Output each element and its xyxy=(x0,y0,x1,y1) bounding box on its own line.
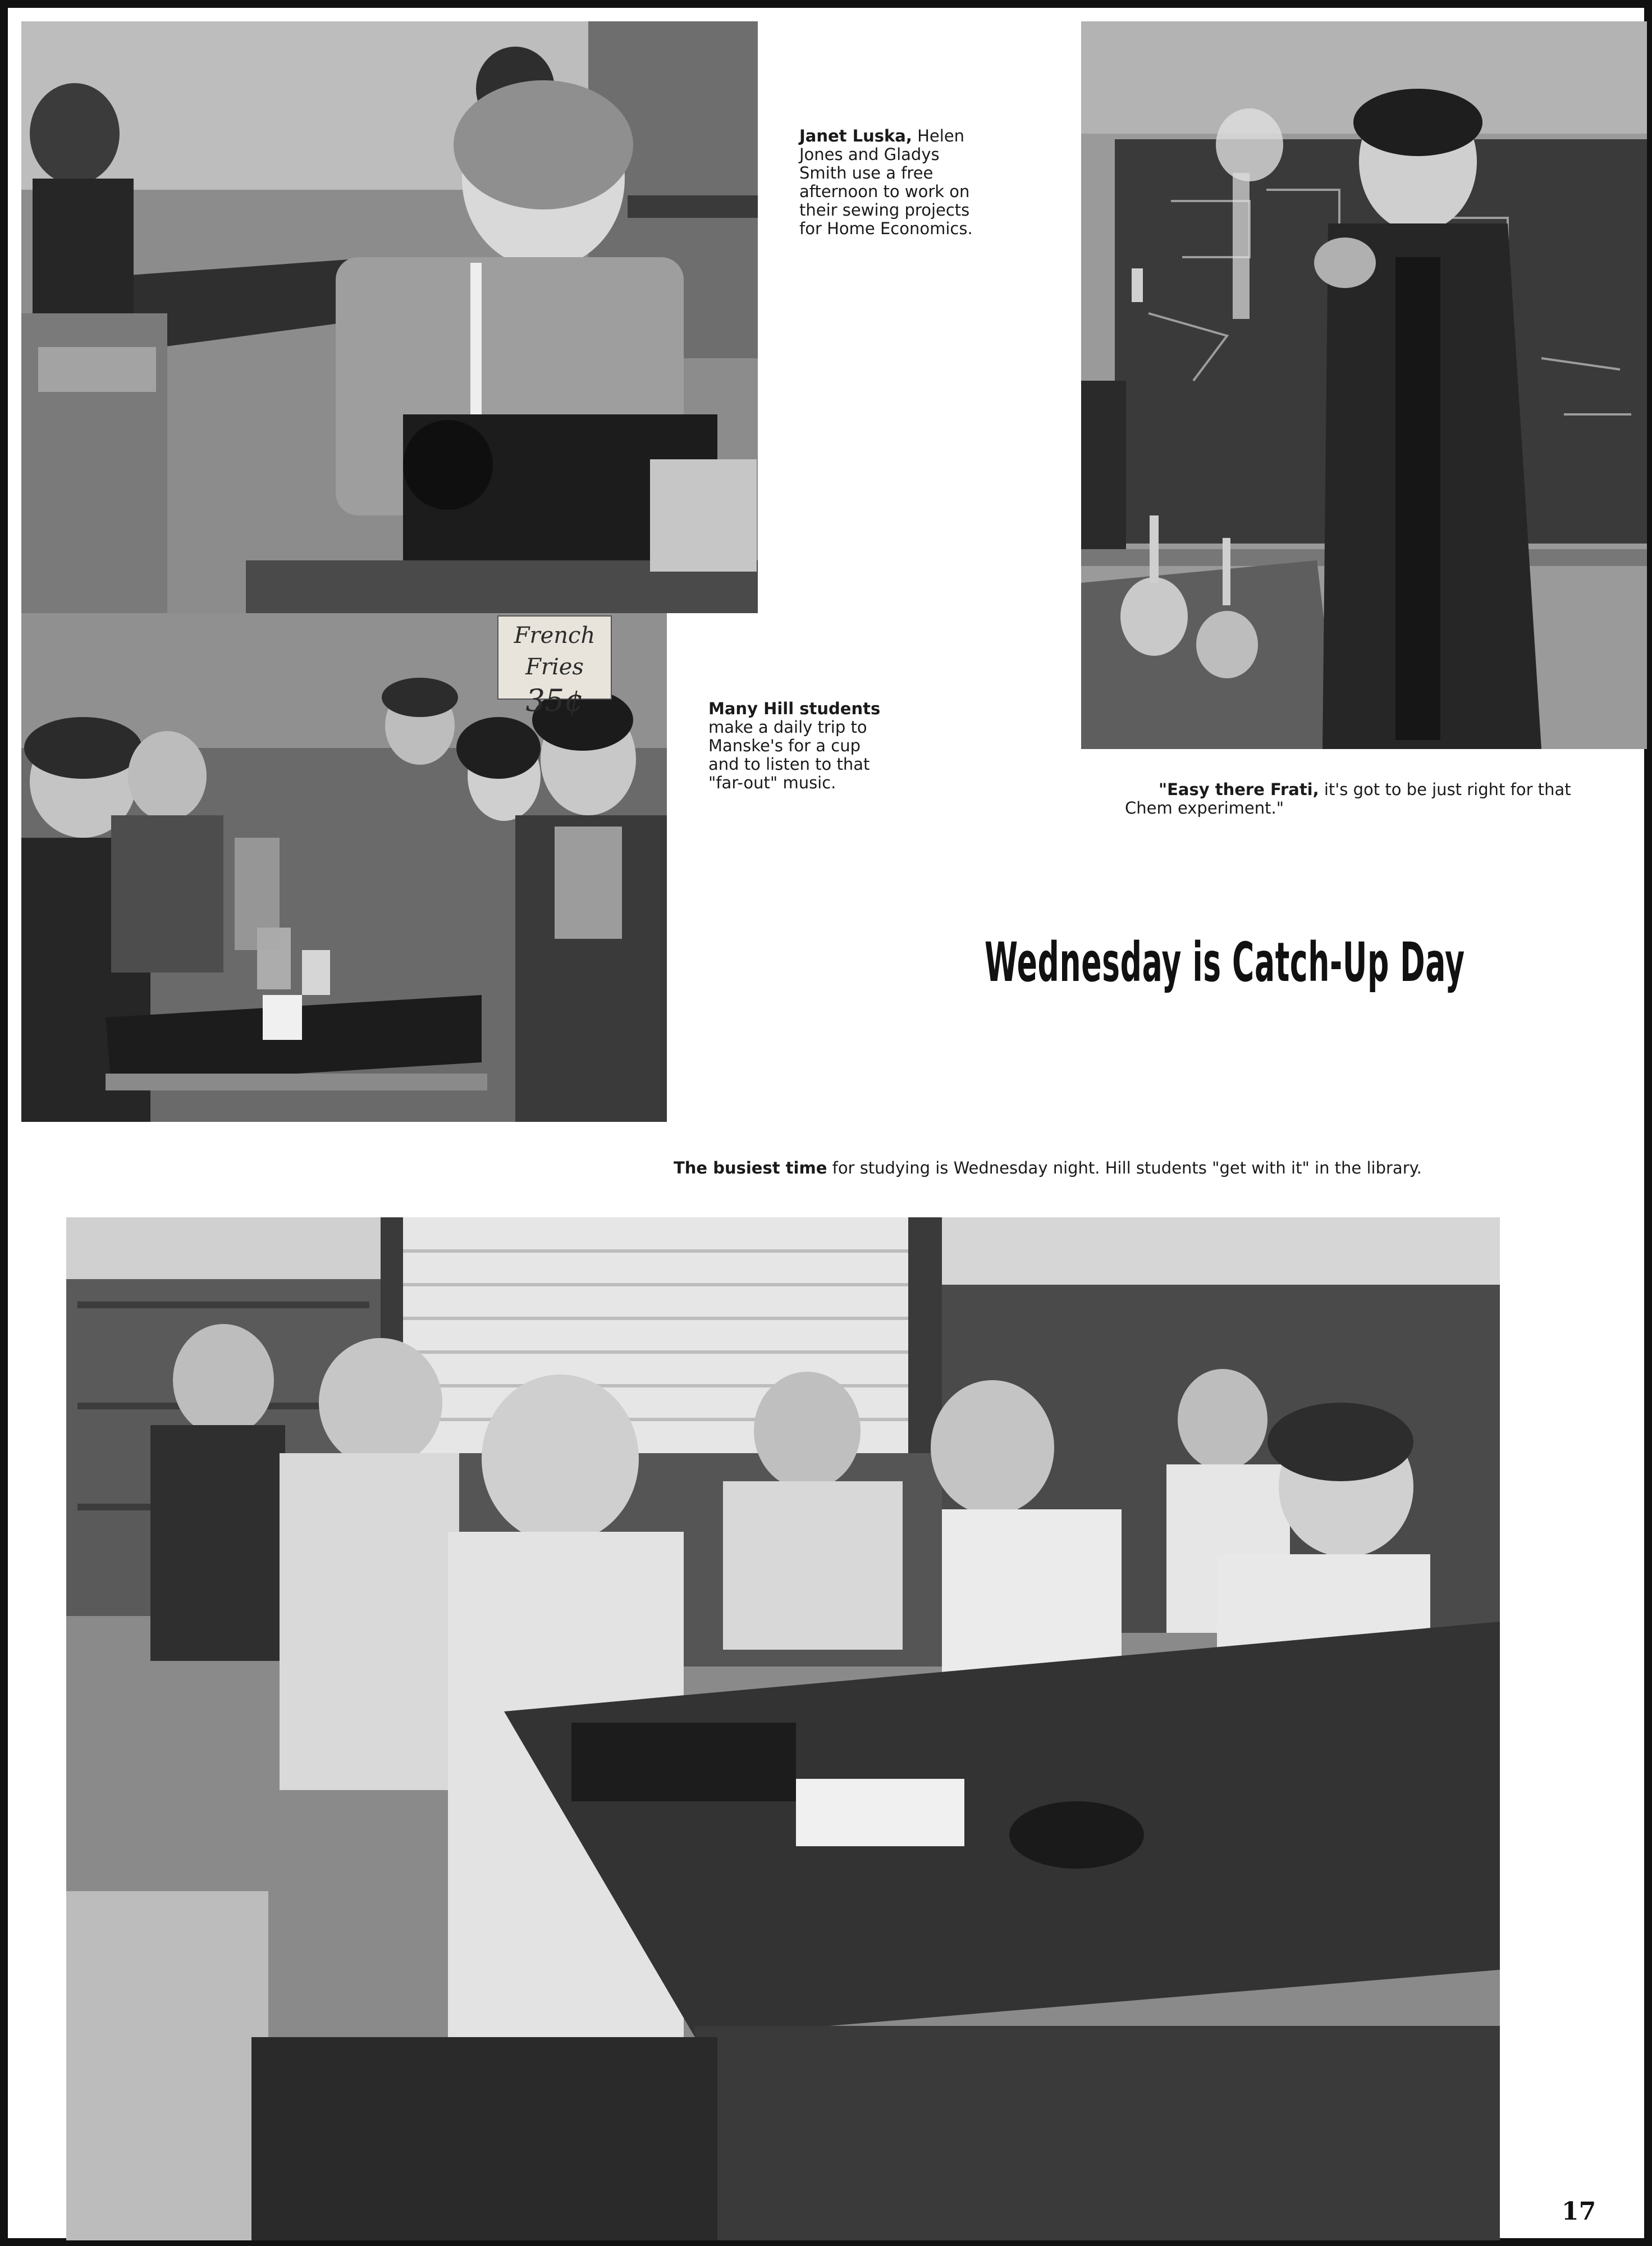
sign-item-name: French Fries xyxy=(514,623,596,680)
caption-sewing-line: Smith use a free xyxy=(799,163,933,182)
caption-chem-line2: Chem experiment." xyxy=(1125,798,1284,818)
page-number: 17 xyxy=(1562,2197,1596,2226)
sewing-photo-graphic xyxy=(21,21,758,613)
caption-cafe-line: make a daily trip to xyxy=(708,718,867,737)
chemistry-photo-graphic xyxy=(1081,21,1647,749)
library-photo-graphic xyxy=(66,1217,1500,2240)
caption-cafe-line: and to listen to that xyxy=(708,755,870,774)
caption-cafe xyxy=(708,700,910,812)
caption-cafe-line: "far-out" music. xyxy=(708,773,836,792)
photo-sewing-class xyxy=(21,21,758,613)
caption-library-lead: The busiest time xyxy=(674,1158,827,1177)
caption-sewing-lead: Janet Luska, xyxy=(799,126,912,145)
french-fries-sign xyxy=(497,615,612,718)
photo-chemistry-teacher xyxy=(1081,21,1647,749)
caption-chem-rest: it's got to be just right for that xyxy=(1324,780,1571,799)
page-headline: Wednesday is Catch-Up Day xyxy=(985,931,1465,994)
sign-price: 35¢ xyxy=(525,683,584,718)
caption-sewing-line: Helen xyxy=(917,126,965,145)
caption-sewing-line: for Home Economics. xyxy=(799,219,973,238)
caption-sewing-line: their sewing projects xyxy=(799,200,970,220)
photo-library-study xyxy=(66,1217,1500,2240)
caption-library xyxy=(674,1159,1594,1181)
caption-chem-lead: "Easy there Frati, xyxy=(1159,780,1319,799)
caption-sewing-line: Jones and Gladys xyxy=(799,145,940,164)
photo-manskes-cafe xyxy=(21,613,667,1122)
caption-cafe-line: Manske's for a cup xyxy=(708,736,861,755)
caption-sewing-line: afternoon to work on xyxy=(799,182,970,201)
caption-library-rest: for studying is Wednesday night. Hill students "get with it" in the library. xyxy=(832,1158,1422,1177)
caption-cafe-lead: Many Hill students xyxy=(708,699,881,718)
caption-chemistry xyxy=(1125,780,1585,825)
caption-sewing xyxy=(799,127,1024,262)
